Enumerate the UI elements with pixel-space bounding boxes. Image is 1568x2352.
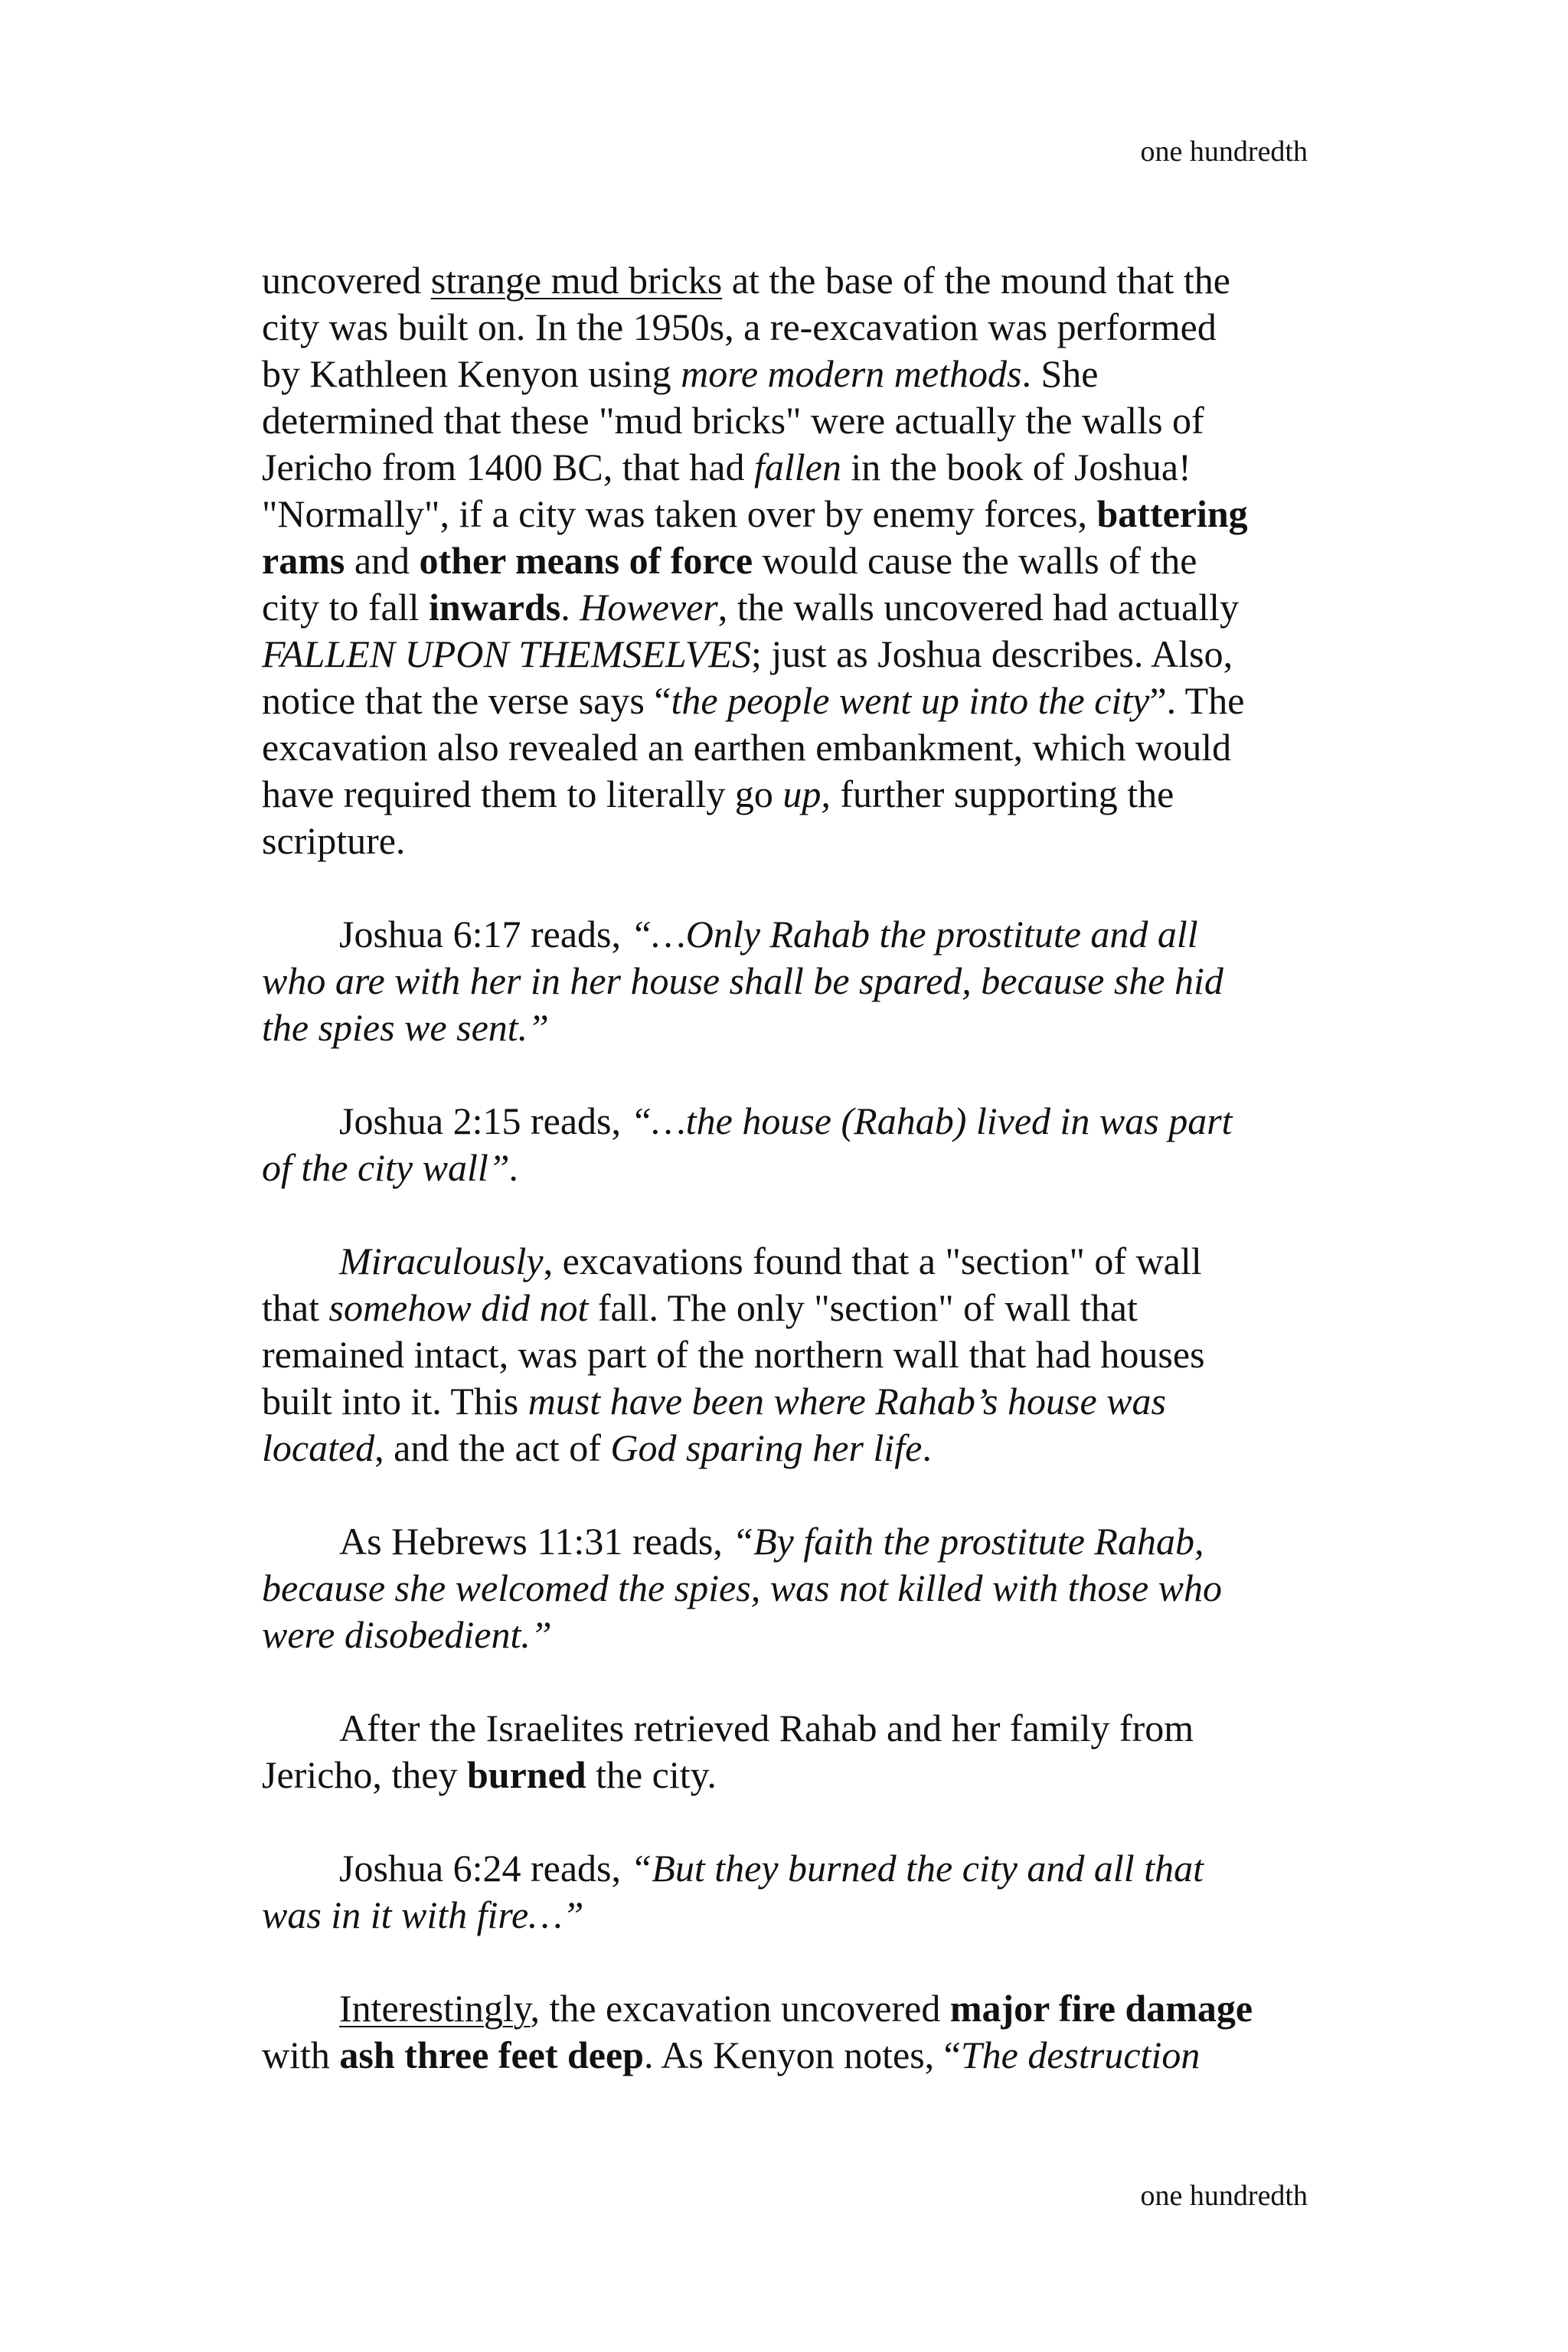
italic-text: up, <box>782 773 831 815</box>
italic-text: “By faith the prostitute Rahab, <box>732 1520 1204 1563</box>
italic-text: somehow did not <box>328 1286 589 1329</box>
text-run: at the base of the mound that the <box>722 259 1230 302</box>
text-line <box>262 1331 1318 1378</box>
text-run: , and the act of <box>374 1426 611 1469</box>
text-line <box>262 958 1318 1004</box>
text-line <box>262 771 1318 818</box>
italic-text: “…Only Rahab the prostitute and all <box>630 913 1198 956</box>
text-run: . As Kenyon notes, “ <box>644 2034 961 2076</box>
italic-text: The destruction <box>960 2034 1200 2076</box>
text-line <box>262 1985 1318 2032</box>
text-line <box>262 1145 1318 1191</box>
text-run: in the book of Joshua! <box>841 446 1191 488</box>
text-line <box>262 397 1318 444</box>
text-line <box>262 1285 1318 1331</box>
italic-text: the spies we sent.” <box>262 1006 549 1049</box>
text-line <box>262 724 1318 771</box>
bold-text: inwards <box>429 586 561 629</box>
bold-text: rams <box>262 539 345 582</box>
text-line <box>262 1845 1318 1892</box>
paragraph <box>262 1705 1318 1798</box>
text-run: by Kathleen Kenyon using <box>262 352 681 395</box>
text-line <box>262 1892 1318 1939</box>
underlined-text: strange mud bricks <box>430 259 723 302</box>
text-line <box>262 1004 1318 1051</box>
paragraph <box>262 1518 1318 1658</box>
bold-text: battering <box>1096 492 1248 535</box>
text-run: After the Israelites retrieved Rahab and her family from <box>339 1707 1194 1749</box>
text-run: fall. The only "section" of wall that <box>588 1286 1138 1329</box>
italic-text: must have been where Rahab’s house was <box>528 1380 1166 1423</box>
text-run: determined that these "mud bricks" were actually the walls of <box>262 399 1204 442</box>
text-line <box>262 1378 1318 1425</box>
text-line <box>262 1238 1318 1285</box>
text-run: city to fall <box>262 586 429 629</box>
body-text <box>262 257 1318 2079</box>
text-run: ”. The <box>1149 679 1245 722</box>
text-line <box>262 1752 1318 1798</box>
paragraph <box>262 1238 1318 1472</box>
italic-text: because she welcomed the spies, was not killed with those who <box>262 1566 1222 1609</box>
text-line <box>262 257 1318 304</box>
text-line <box>262 304 1318 351</box>
text-line <box>262 1425 1318 1472</box>
text-run: Joshua 6:17 reads, <box>339 913 631 956</box>
bold-text: burned <box>466 1753 586 1796</box>
italic-text: Miraculously <box>339 1240 544 1282</box>
text-run: . <box>560 586 580 629</box>
text-line <box>262 1705 1318 1752</box>
text-line <box>262 1518 1318 1565</box>
text-run: Jericho, they <box>262 1753 467 1796</box>
text-line <box>262 818 1318 864</box>
italic-text: “But they burned the city and all that <box>630 1847 1204 1890</box>
bold-text: major fire damage <box>949 1987 1253 2030</box>
underlined-text: Interestingly <box>339 1987 531 2030</box>
text-line <box>262 537 1318 584</box>
italic-text: were disobedient.” <box>262 1613 552 1656</box>
text-line <box>262 631 1318 678</box>
text-line <box>262 1565 1318 1612</box>
text-run: city was built on. In the 1950s, a re-excavation was performed <box>262 305 1217 348</box>
text-run: , excavations found that a "section" of wall <box>543 1240 1202 1282</box>
text-line <box>262 1098 1318 1145</box>
text-run: As Hebrews 11:31 reads, <box>339 1520 733 1563</box>
text-line <box>262 491 1318 537</box>
italic-text: was in it with fire…” <box>262 1893 584 1936</box>
text-run: have required them to literally go <box>262 773 783 815</box>
paragraph <box>262 1845 1318 1939</box>
text-run: uncovered <box>262 259 431 302</box>
bold-text: other means of force <box>419 539 753 582</box>
paragraph <box>262 257 1318 864</box>
page-header: one hundredth <box>1140 136 1308 168</box>
text-run: the city. <box>586 1753 717 1796</box>
text-line <box>262 1612 1318 1658</box>
text-run: built into it. This <box>262 1380 528 1423</box>
italic-text: of the city wall”. <box>262 1146 520 1189</box>
text-run: Joshua 2:15 reads, <box>339 1099 631 1142</box>
italic-text: FALLEN UPON THEMSELVES <box>262 632 751 675</box>
text-line <box>262 911 1318 958</box>
text-run: Joshua 6:24 reads, <box>339 1847 631 1890</box>
text-line <box>262 351 1318 397</box>
text-run: remained intact, was part of the northern wall that had houses <box>262 1333 1205 1376</box>
text-run: with <box>262 2034 340 2076</box>
paragraph <box>262 1985 1318 2079</box>
text-run: notice that the verse says “ <box>262 679 671 722</box>
italic-text: more modern methods <box>681 352 1022 395</box>
text-run: and <box>345 539 420 582</box>
text-run: would cause the walls of the <box>753 539 1197 582</box>
text-run: further supporting the <box>830 773 1174 815</box>
text-run: Jericho from 1400 BC, that had <box>262 446 754 488</box>
italic-text: However <box>580 586 718 629</box>
italic-text: who are with her in her house shall be spared, because she hid <box>262 959 1223 1002</box>
italic-text: the people went up into the city <box>671 679 1150 722</box>
paragraph <box>262 911 1318 1051</box>
text-run: , the walls uncovered had actually <box>717 586 1240 629</box>
text-line <box>262 584 1318 631</box>
text-run: that <box>262 1286 329 1329</box>
text-line <box>262 678 1318 724</box>
paragraph <box>262 1098 1318 1191</box>
italic-text: located <box>262 1426 375 1469</box>
text-run: ; just as Joshua describes. Also, <box>750 632 1233 675</box>
text-run: . <box>922 1426 932 1469</box>
text-run: . She <box>1021 352 1099 395</box>
bold-text: ash three feet deep <box>339 2034 644 2076</box>
text-run: scripture. <box>262 819 406 862</box>
text-run: excavation also revealed an earthen embankment, which would <box>262 726 1232 769</box>
page-footer: one hundredth <box>1140 2180 1308 2212</box>
text-line <box>262 444 1318 491</box>
italic-text: fallen <box>753 446 841 488</box>
text-run: , the excavation uncovered <box>530 1987 950 2030</box>
text-run: "Normally", if a city was taken over by enemy forces, <box>262 492 1097 535</box>
text-line <box>262 2032 1318 2079</box>
italic-text: “…the house (Rahab) lived in was part <box>630 1099 1233 1142</box>
italic-text: God sparing her life <box>610 1426 923 1469</box>
